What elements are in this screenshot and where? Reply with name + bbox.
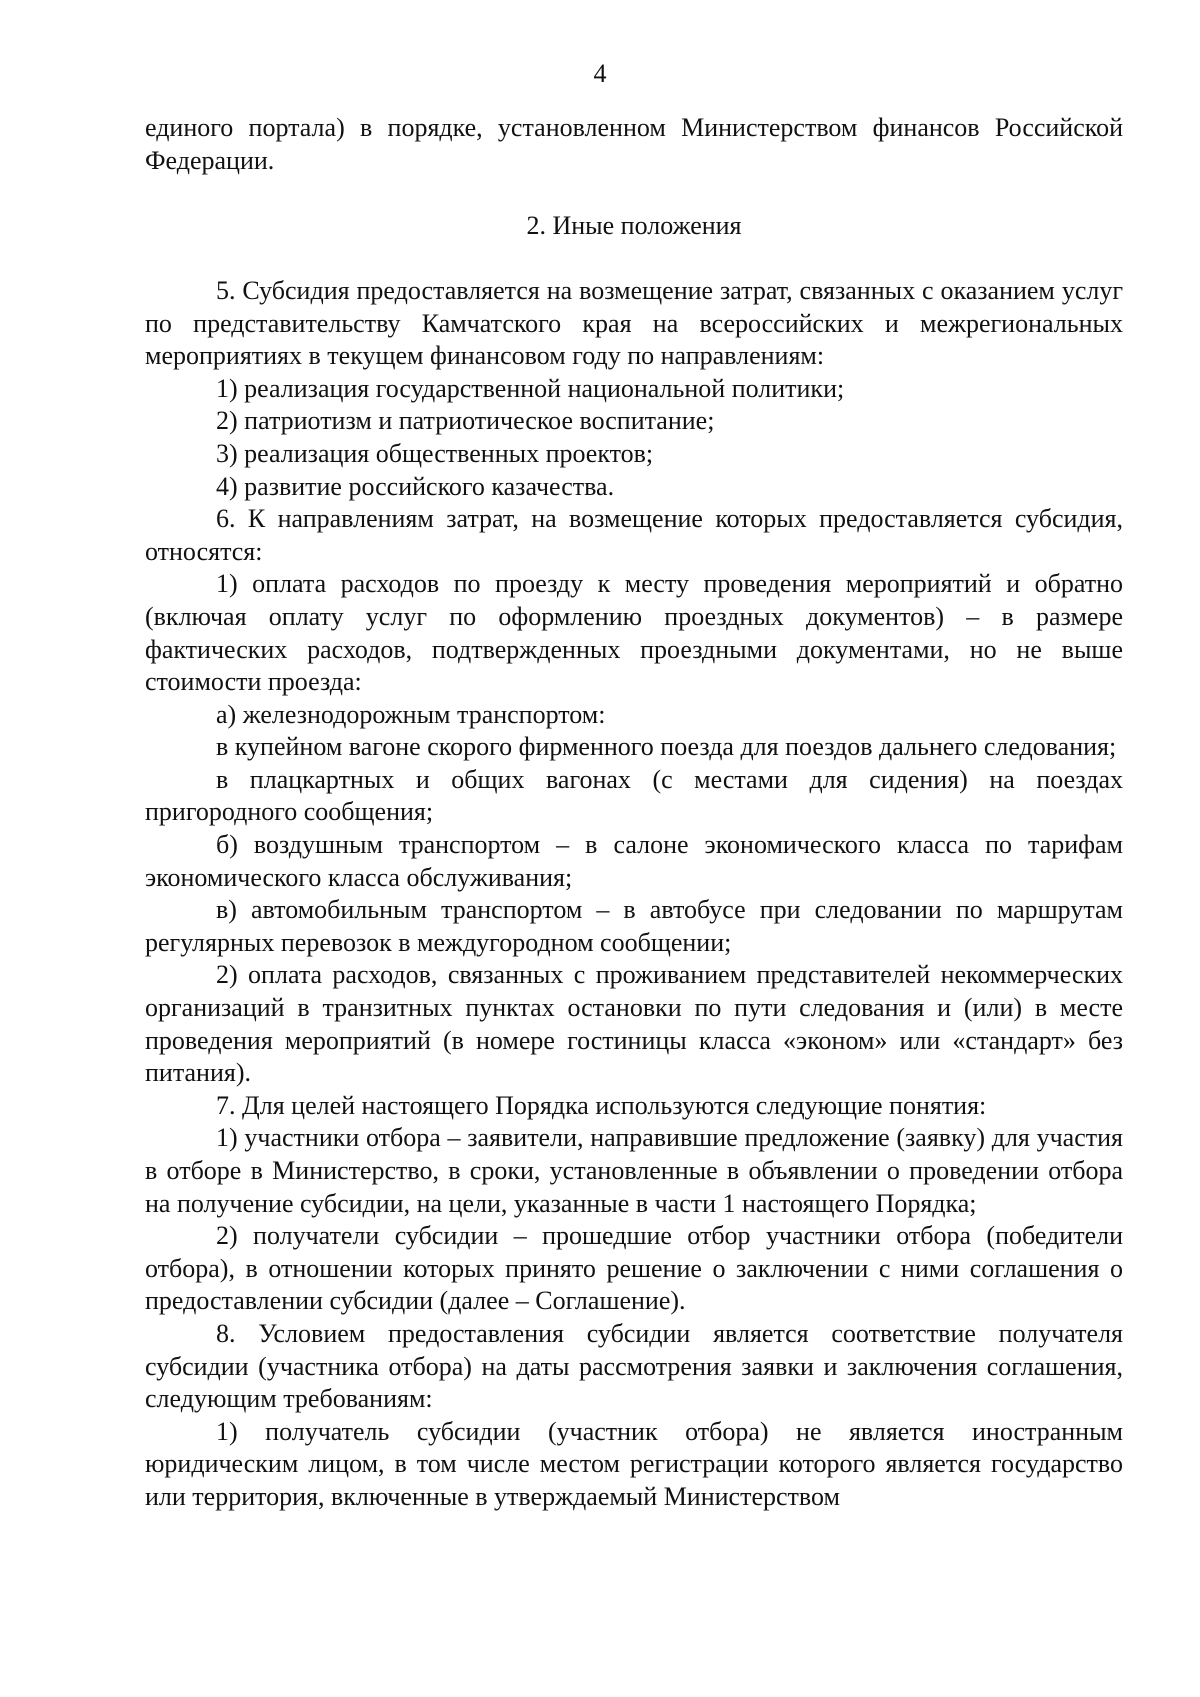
spacer (145, 242, 1123, 275)
list-item-5-3: 3) реализация общественных проектов; (216, 438, 654, 468)
list-item-6-1-c: в) автомобильным транспортом – в автобусе при следовании по маршрутам регулярных перевозок в междугородном сообщении; (145, 895, 1123, 957)
list-item-6-1-b: б) воздушным транспортом – в салоне экономического класса по тарифам экономического класса обслуживания; (145, 830, 1123, 892)
spacer (145, 177, 1123, 210)
continued-paragraph: единого портала) в порядке, установленном Министерством финансов Российской Федерации. (145, 113, 1123, 175)
list-item-6-1-a: а) железнодорожным транспортом: (216, 699, 606, 729)
list-item-5-1: 1) реализация государственной национальной политики; (216, 373, 845, 403)
list-item-6-1-a-long-distance: в купейном вагоне скорого фирменного поезда для поездов дальнего следования; (216, 732, 1117, 762)
list-item-8-1: 1) получатель субсидии (участник отбора) не является иностранным юридическим лицом, в том числе местом регистрации которого является государство или территория, включенные в утверждаемый Министерством (145, 1416, 1123, 1511)
list-item-6-1-a-suburban: в плацкартных и общих вагонах (с местами для сидения) на поездах пригородного сообщения; (145, 764, 1123, 827)
paragraph-7: 7. Для целей настоящего Порядка используются следующие понятия: (216, 1090, 987, 1120)
list-item-7-2: 2) получатели субсидии – прошедшие отбор участники отбора (победители отбора), в отношении которых принято решение о заключении с ними соглашения о предоставлении субсидии (далее – Соглашение). (145, 1221, 1123, 1316)
paragraph-8: 8. Условием предоставления субсидии является соответствие получателя субсидии (участника отбора) на даты рассмотрения заявки и заключения соглашения, следующим требованиям: (145, 1318, 1123, 1414)
document-body (145, 112, 1123, 1514)
section-heading: 2. Иные положения (526, 210, 742, 240)
list-item-6-2: 2) оплата расходов, связанных с проживанием представителей некоммерческих организаций в транзитных пунктах остановки по пути следования и (или) в месте проведения мероприятий (в номере гостиницы класса «эконом» или «стандарт» без питания). (145, 960, 1123, 1088)
paragraph-5: 5. Субсидия предоставляется на возмещение затрат, связанных с оказанием услуг по представительству Камчатского края на всероссийских и межрегиональных мероприятиях в текущем финансовом году по направлениям: (145, 275, 1123, 371)
list-item-6-1: 1) оплата расходов по проезду к месту проведения мероприятий и обратно (включая оплату услуг по оформлению проездных документов) – в размере фактических расходов, подтвержденных проездными документами, но не выше стоимости проезда: (145, 569, 1123, 697)
list-item-7-1: 1) участники отбора – заявители, направившие предложение (заявку) для участия в отборе в Министерство, в сроки, установленные в объявлении о проведении отбора на получение субсидии, на цели, указанные в части 1 настоящего Порядка; (145, 1123, 1123, 1218)
page-number: 4 (593, 59, 607, 88)
list-item-5-2: 2) патриотизм и патриотическое воспитание; (216, 406, 715, 436)
list-item-5-4: 4) развитие российского казачества. (216, 471, 615, 501)
paragraph-6: 6. К направлениям затрат, на возмещение которых предоставляется субсидия, относятся: (145, 504, 1123, 566)
